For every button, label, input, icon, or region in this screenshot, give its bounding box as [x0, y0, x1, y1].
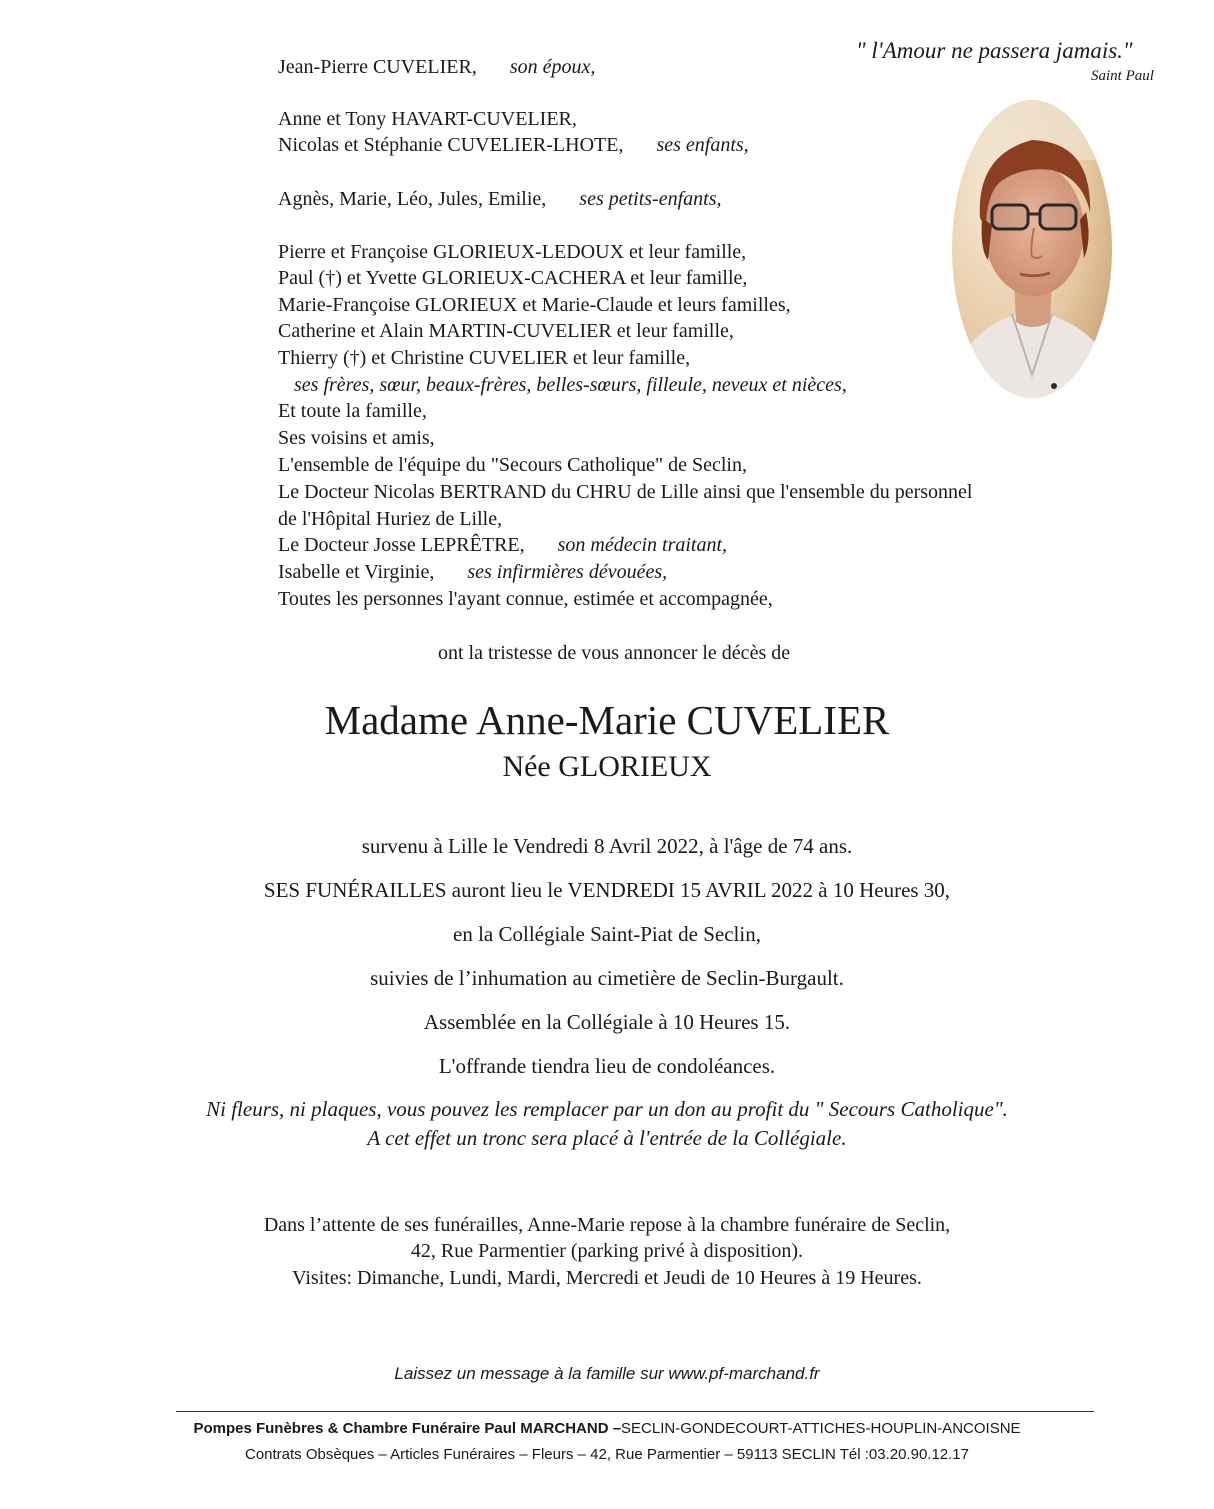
- grandchildren-role: ses petits-enfants,: [579, 188, 722, 210]
- other-line: L'ensemble de l'équipe du "Secours Catholique" de Seclin,: [278, 454, 747, 476]
- family-doctor: [278, 532, 727, 559]
- visitation-line-2: 42, Rue Parmentier (parking privé à disposition).: [410, 1240, 804, 1262]
- other-line: Le Docteur Nicolas BERTRAND du CHRU de Lille ainsi que l'ensemble du personnel: [278, 481, 973, 503]
- sibling-line: Catherine et Alain MARTIN-CUVELIER et leur famille,: [278, 320, 734, 342]
- siblings-role: ses frères, sœur, beaux-frères, belles-sœurs, filleule, neveux et nièces,: [294, 374, 847, 396]
- doctor-role: son médecin traitant,: [557, 534, 728, 556]
- sibling-line: Pierre et Françoise GLORIEUX-LEDOUX et leur famille,: [278, 241, 747, 263]
- other-line: Et toute la famille,: [278, 400, 427, 422]
- detail-burial: suivies de l’inhumation au cimetière de Seclin-Burgault.: [370, 966, 844, 990]
- nurses-name: Isabelle et Virginie,: [278, 561, 435, 583]
- children-role: ses enfants,: [656, 134, 749, 156]
- flowers-note-line-2: A cet effet un tronc sera placé à l'entrée de la Collégiale.: [367, 1126, 847, 1150]
- sibling-line: Thierry (†) et Christine CUVELIER et leur famille,: [278, 347, 691, 369]
- sibling-line: Marie-Françoise GLORIEUX et Marie-Claude et leurs familles,: [278, 294, 791, 316]
- family-closing: Toutes les personnes l'ayant connue, estimée et accompagnée,: [278, 588, 773, 610]
- deceased-name: Madame Anne-Marie CUVELIER: [324, 697, 890, 743]
- other-line: Ses voisins et amis,: [278, 427, 435, 449]
- footer-company-name: Pompes Funèbres & Chambre Funéraire Paul MARCHAND –: [193, 1420, 622, 1437]
- footer-contact: Contrats Obsèques – Articles Funéraires – Fleurs – 42, Rue Parmentier – 59113 SECLIN Tél :03.20.90.12.17: [244, 1446, 969, 1463]
- epigraph-quote: " l'Amour ne passera jamais.": [856, 38, 1133, 63]
- family-husband: [278, 54, 595, 81]
- announcement: ont la tristesse de vous annoncer le décès de: [438, 642, 791, 664]
- detail-assembly: Assemblée en la Collégiale à 10 Heures 15.: [423, 1010, 791, 1034]
- nurses-role: ses infirmières dévouées,: [467, 561, 668, 583]
- husband-name: Jean-Pierre CUVELIER,: [278, 56, 477, 78]
- deceased-birth-name: Née GLORIEUX: [502, 750, 712, 783]
- portrait-photo: [952, 100, 1112, 398]
- other-line: de l'Hôpital Huriez de Lille,: [278, 508, 503, 530]
- children-line-1: Anne et Tony HAVART-CUVELIER,: [278, 108, 577, 130]
- family-nurses: [278, 559, 667, 586]
- family-grandchildren: [278, 186, 722, 213]
- family-children: [278, 132, 749, 159]
- flowers-note-line-1: Ni fleurs, ni plaques, vous pouvez les remplacer par un don au profit du " Secours Catholique".: [206, 1097, 1008, 1121]
- detail-death: survenu à Lille le Vendredi 8 Avril 2022, à l'âge de 74 ans.: [361, 834, 853, 858]
- detail-offering: L'offrande tiendra lieu de condoléances.: [438, 1054, 776, 1078]
- visitation-line-3: Visites: Dimanche, Lundi, Mardi, Mercredi et Jeudi de 10 Heures à 19 Heures.: [292, 1267, 922, 1289]
- grandchildren-names: Agnès, Marie, Léo, Jules, Emilie,: [278, 188, 547, 210]
- footer-company-towns: SECLIN-GONDECOURT-ATTICHES-HOUPLIN-ANCOISNE: [621, 1420, 1021, 1437]
- deceased-portrait: [952, 100, 1112, 398]
- footer-divider: [176, 1411, 1094, 1412]
- visitation-line-1: Dans l’attente de ses funérailles, Anne-Marie repose à la chambre funéraire de Seclin,: [263, 1214, 951, 1236]
- sibling-line: Paul (†) et Yvette GLORIEUX-CACHERA et leur famille,: [278, 267, 748, 289]
- children-line-2: Nicolas et Stéphanie CUVELIER-LHOTE,: [278, 134, 624, 156]
- doctor-name: Le Docteur Josse LEPRÊTRE,: [278, 534, 525, 556]
- detail-church: en la Collégiale Saint-Piat de Seclin,: [453, 922, 761, 946]
- message-link[interactable]: Laissez un message à la famille sur www.pf-marchand.fr: [394, 1364, 820, 1383]
- epigraph-author: Saint Paul: [1091, 68, 1154, 84]
- husband-role: son époux,: [509, 56, 596, 78]
- detail-funeral: SES FUNÉRAILLES auront lieu le VENDREDI 15 AVRIL 2022 à 10 Heures 30,: [263, 878, 951, 902]
- footer-company: [0, 1420, 1214, 1437]
